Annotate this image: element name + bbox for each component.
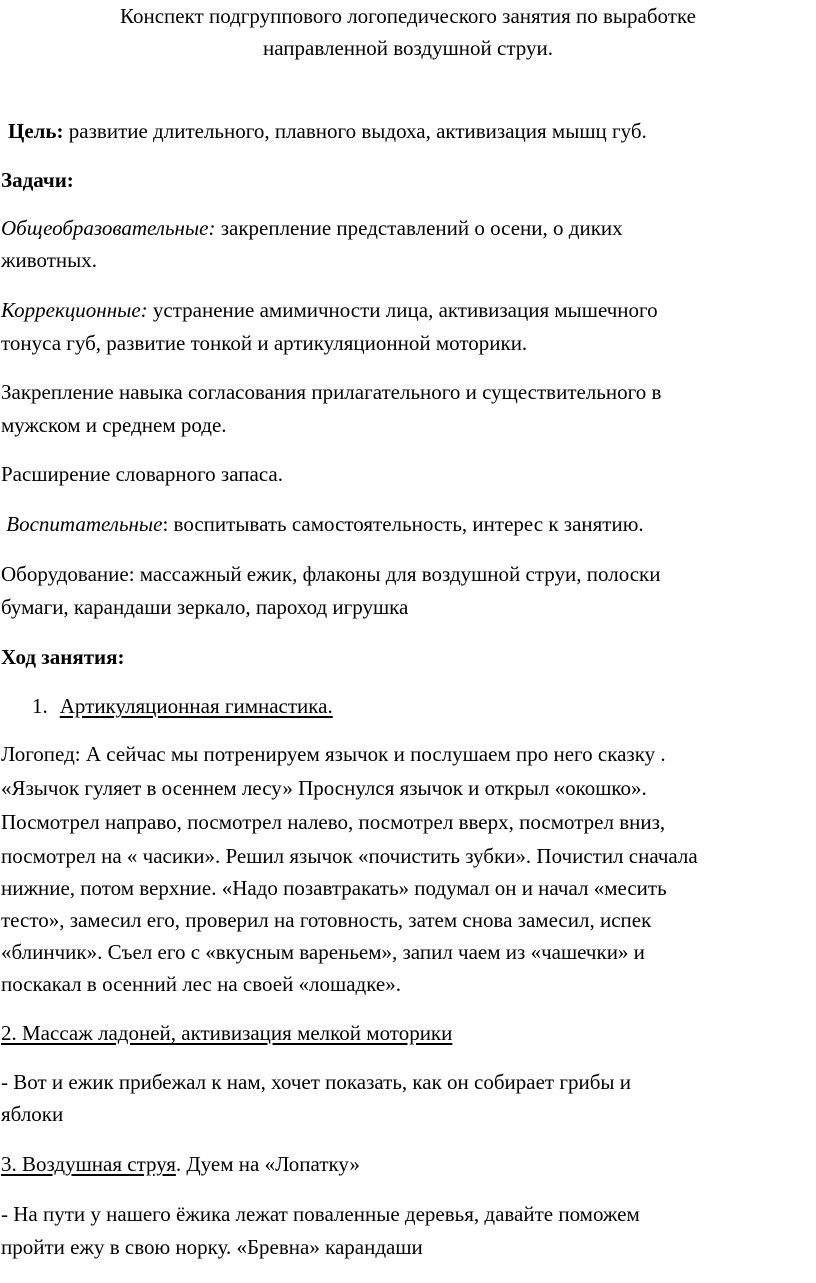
section-2-title: 2. Массаж ладоней, активизация мелкой моторики	[1, 1021, 453, 1045]
agreement-line-2: мужском и среднем роде.	[1, 413, 227, 437]
goal-text: развитие длительного, плавного выдоха, активизация мышц губ.	[63, 119, 647, 143]
story-line-6: тесто», замесил его, проверил на готовность, затем снова замесил, испек	[1, 908, 652, 932]
title-line-1: Конспект подгруппового логопедического занятия по выработке	[120, 4, 696, 28]
equipment-line-2: бумаги, карандаши зеркало, пароход игрушка	[1, 595, 409, 619]
goal-paragraph	[8, 117, 647, 145]
correction-tasks-line-1: Коррекционные: устранение амимичности лица, активизация мышечного	[1, 298, 658, 322]
general-tasks-label: Общеобразовательные:	[1, 216, 216, 240]
general-tasks-line-1: Общеобразовательные: закрепление представлений о осени, о диких	[1, 216, 623, 240]
list-item-1-title: Артикуляционная гимнастика.	[59, 694, 333, 718]
lesson-heading: Ход занятия:	[1, 645, 125, 669]
section-3-text-line-1: - На пути у нашего ёжика лежат поваленные деревья, давайте поможем	[1, 1202, 640, 1226]
section-2-text-line-2: яблоки	[1, 1102, 64, 1126]
upbringing-label: Воспитательные	[6, 512, 163, 536]
section-3-title	[1, 1150, 360, 1178]
story-line-8: поскакал в осенний лес на своей «лошадке».	[1, 972, 401, 996]
agreement-line-1: Закрепление навыка согласования прилагательного и существительного в	[1, 380, 662, 404]
goal-label: Цель:	[8, 119, 64, 143]
story-line-2: «Язычок гуляет в осеннем лесу» Проснулся язычок и открыл «окошко».	[1, 776, 647, 800]
upbringing-line: Воспитательные: воспитывать самостоятельность, интерес к занятию.	[6, 512, 644, 536]
story-line-5: нижние, потом верхние. «Надо позавтракать» подумал он и начал «месить	[1, 876, 667, 900]
correction-tasks-line-2: тонуса губ, развитие тонкой и артикуляционной моторики.	[1, 331, 528, 355]
general-tasks-line-2: животных.	[1, 248, 98, 272]
list-item-1	[32, 692, 333, 720]
list-item-1-number: 1.	[32, 694, 48, 718]
section-2-text-line-1: - Вот и ежик прибежал к нам, хочет показать, как он собирает грибы и	[1, 1070, 631, 1094]
tasks-heading: Задачи:	[1, 168, 74, 192]
vocabulary-line: Расширение словарного запаса.	[1, 462, 283, 486]
story-line-4: посмотрел на « часики». Решил язычок «почистить зубки». Почистил сначала	[1, 844, 698, 868]
correction-tasks-label: Коррекционные:	[1, 298, 148, 322]
section-3-text-line-2: пройти ежу в свою норку. «Бревна» карандаши	[1, 1235, 423, 1259]
section-3-title-rest: . Дуем на «Лопатку»	[175, 1152, 360, 1176]
story-line-7: «блинчик». Съел его с «вкусным вареньем», запил чаем из «чашечки» и	[1, 940, 645, 964]
equipment-line-1: Оборудование: массажный ежик, флаконы для воздушной струи, полоски	[1, 562, 661, 586]
section-3-title-underlined: 3. Воздушная струя	[1, 1152, 176, 1176]
story-line-3: Посмотрел направо, посмотрел налево, посмотрел вверх, посмотрел вниз,	[1, 810, 666, 834]
story-line-1: Логопед: А сейчас мы потренируем язычок и послушаем про него сказку .	[1, 742, 666, 766]
title-line-2: направленной воздушной струи.	[263, 36, 553, 60]
